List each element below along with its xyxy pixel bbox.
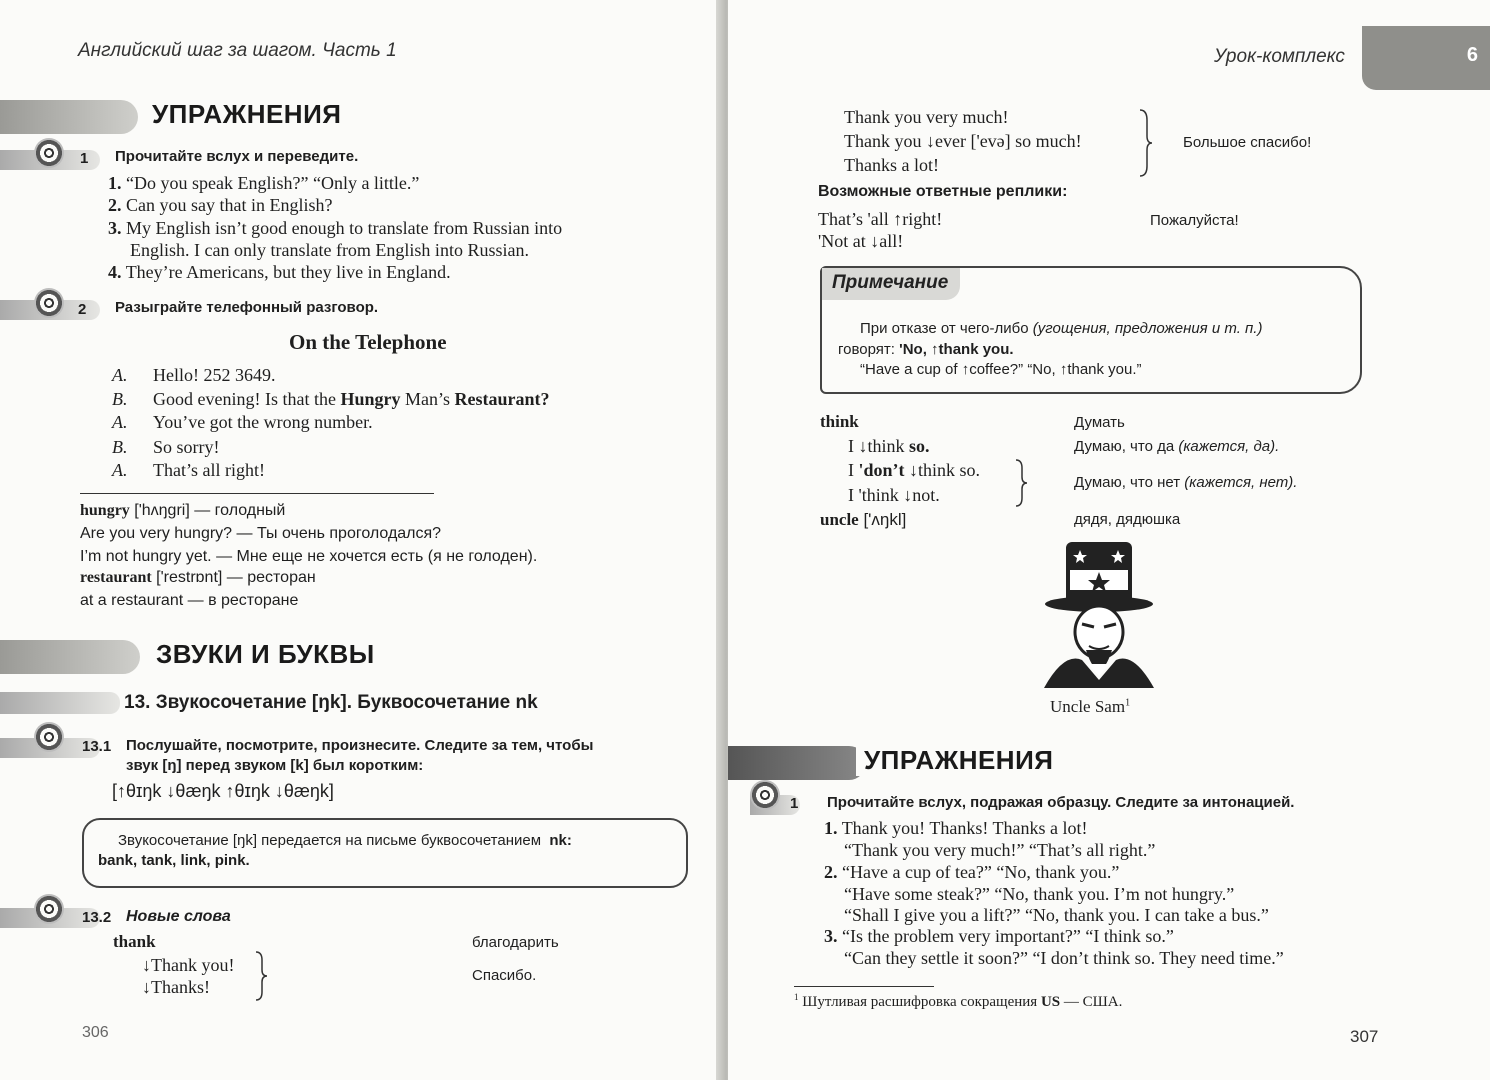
exercise-number: 2 [78,301,87,318]
vocab-translation: Думать [1074,414,1125,431]
left-page [0,0,724,1080]
lesson-number: 6 [1466,44,1478,66]
phrase: Thanks a lot! [844,155,939,175]
list-item: 4. They’re Americans, but they live in England. [108,262,451,282]
speaker-label: A. [112,412,128,432]
vocab-translation: Думаю, что нет (кажется, нет). [1074,474,1298,491]
list-item: English. I can only translate from English into Russian. [130,240,529,260]
rule-box [82,818,688,888]
audio-disc-icon [34,722,64,752]
vocab-entry: restaurant ['restrɒnt] — ресторан [80,569,316,586]
list-item: 3. “Is the problem very important?” “I think so.” [824,926,1174,946]
list-item: 1. Thank you! Thanks! Thanks a lot! [824,818,1088,838]
audio-disc-icon [750,780,780,810]
rule-text: Звукосочетание [ŋk] передается на письме буквосочетанием nk: [118,832,572,849]
exercise-number: 13.1 [82,738,112,755]
list-item: “Have some steak?” “No, thank you. I’m not hungry.” [844,884,1235,904]
section-title-exercises: УПРАЖНЕНИЯ [856,745,1061,776]
exercise-number: 1 [80,150,89,167]
footnote-divider [794,986,934,987]
list-item: “Thank you very much!” “That’s all right.” [844,840,1156,860]
vocab-word: thank [113,932,156,951]
phrase-translation: Пожалуйста! [1150,212,1239,229]
phrase: Thank you ↓ever ['evə] so much! [844,131,1082,151]
speaker-label: A. [112,365,128,385]
uncle-sam-illustration [1034,540,1164,690]
vocab-phrase: ↓Thanks! [142,977,210,997]
subsection-title: 13. Звукосочетание [ŋk]. Буквосочетание nk [120,692,542,714]
page-number: 307 [1350,1027,1379,1046]
list-item: 2. Can you say that in English? [108,195,333,215]
audio-disc-icon [34,138,64,168]
section-band [0,640,140,674]
section-title-exercises: УПРАЖНЕНИЯ [144,99,349,130]
section-band [0,100,138,134]
ipa-transcription: [↑θɪŋk ↓θæŋk ↑θɪŋk ↓θæŋk] [112,781,334,801]
vocab-translation: дядя, дядюшка [1074,511,1181,528]
section-band [728,746,866,780]
note-example: “Have a cup of ↑coffee?” “No, ↑thank you.” [860,361,1142,378]
footnote: $^1$ Шутливая расшифровка сокращения US — США. [794,992,1123,1010]
dialog-line: You’ve got the wrong number. [153,412,373,432]
vocab-phrase: I ↓think so. [848,436,930,456]
dialog-line: Hello! 252 3649. [153,365,276,385]
phrase: That’s 'all ↑right! [818,209,943,229]
exercise-instruction: звук [ŋ] перед звуком [k] был коротким: [126,757,424,774]
vocab-translation: благодарить [472,934,559,951]
exercise-instruction: Прочитайте вслух и переведите. [115,148,359,165]
note-title: Примечание [822,268,960,300]
dialog-title: On the Telephone [289,330,447,354]
note-text: говорят: 'No, ↑thank you. [838,341,1014,358]
exercise-instruction: Разыграйте телефонный разговор. [115,299,379,316]
brace-icon [1138,108,1154,178]
vocab-phrase: I 'don’t ↓think so. [848,460,981,480]
exercise-number: 1 [790,795,799,812]
vocab-entry: hungry ['hʌŋgri] — голодный [80,502,286,519]
illustration-caption: Uncle Sam$^1$ [1050,697,1131,716]
section-title-sounds-letters: ЗВУКИ И БУКВЫ [148,639,383,670]
dialog-line: That’s all right! [153,460,265,480]
vocab-phrase: I 'think ↓not. [848,485,940,505]
note-text: При отказе от чего-либо (угощения, предложения и т. п.) [860,320,1263,337]
page-number: 306 [82,1024,109,1041]
exercise-title: Новые слова [126,908,231,925]
list-item: 2. “Have a cup of tea?” “No, thank you.” [824,862,1120,882]
replies-title: Возможные ответные реплики: [818,183,1068,200]
dialog-line: Good evening! Is that the Hungry Man’s Restaurant? [153,389,550,409]
divider [80,493,434,494]
vocab-word: think [820,412,859,431]
list-item: “Shall I give you a lift?” “No, thank you. I can take a bus.” [844,905,1269,925]
note-box [820,266,1362,394]
running-head-right: Урок-комплекс [1214,46,1345,67]
audio-disc-icon [34,894,64,924]
list-item: 1. “Do you speak English?” “Only a little.” [108,173,420,193]
phrase-translation: Большое спасибо! [1183,134,1312,151]
vocab-phrase: ↓Thank you! [142,955,235,975]
list-item: “Can they settle it soon?” “I don’t think so. They need time.” [844,948,1284,968]
lesson-tab [1362,26,1490,90]
speaker-label: A. [112,460,128,480]
exercise-instruction: Послушайте, посмотрите, произнесите. Следите за тем, чтобы [126,737,594,754]
rule-examples: bank, tank, link, pink. [98,852,250,869]
exercise-instruction: Прочитайте вслух, подражая образцу. Следите за интонацией. [827,794,1295,811]
audio-disc-icon [34,288,64,318]
vocab-example: Are you very hungry? — Ты очень проголодался? [80,525,442,542]
phrase: 'Not at ↓all! [818,231,904,251]
vocab-example: I’m not hungry yet. — Мне еще не хочется есть (я не голоден). [80,548,538,565]
phrase: Thank you very much! [844,107,1009,127]
brace-icon [254,950,268,1002]
vocab-example: at a restaurant — в ресторане [80,592,299,609]
exercise-number: 13.2 [82,909,112,926]
running-head-left: Английский шаг за шагом. Часть 1 [78,40,397,61]
list-item: 3. My English isn’t good enough to translate from Russian into [108,218,563,238]
vocab-entry: uncle ['ʌŋkl] [820,510,907,529]
vocab-translation: Спасибо. [472,967,537,984]
speaker-label: B. [112,389,128,409]
brace-icon [1014,458,1028,508]
dialog-line: So sorry! [153,437,220,457]
speaker-label: B. [112,437,128,457]
vocab-translation: Думаю, что да (кажется, да). [1074,438,1280,455]
subsection-band [0,692,120,714]
right-page [728,0,1490,1080]
